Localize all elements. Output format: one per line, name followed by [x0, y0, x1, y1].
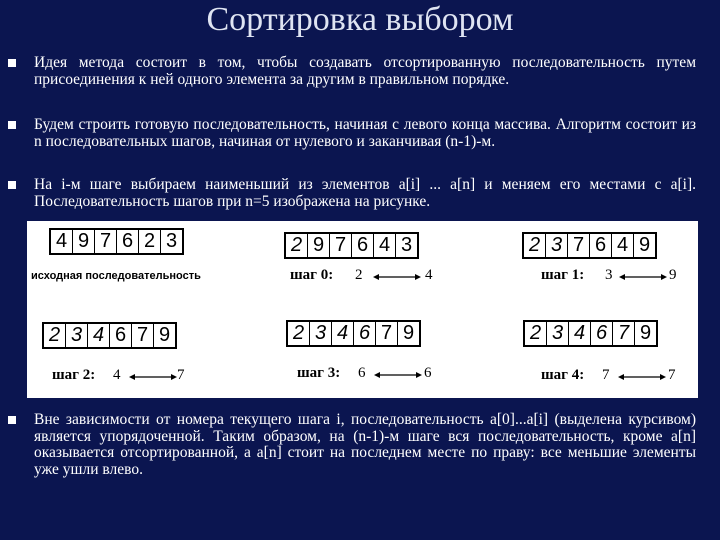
array-cell: 2	[288, 322, 310, 345]
initial-array	[49, 228, 184, 255]
array-cell: 3	[310, 322, 332, 345]
bullet-3-text: На i-м шаге выбираем наименьший из элементов a[i] ... a[n] и меняем его местами с a[i]. Последовательность шагов при n=5 изображена на рисунке.	[34, 176, 696, 210]
array-cell: 9	[73, 230, 95, 253]
step-4-to: 7	[668, 367, 676, 383]
swap-arrow-icon	[373, 272, 421, 282]
array-cell: 2	[44, 324, 66, 347]
array-cell: 2	[524, 234, 546, 257]
bullet-2	[34, 117, 696, 150]
array-cell: 3	[66, 324, 88, 347]
step-0-to: 4	[425, 267, 433, 283]
bullet-marker	[8, 416, 16, 424]
array-cell: 4	[374, 234, 396, 257]
array-cell: 6	[354, 322, 376, 345]
selection-sort-figure	[27, 221, 698, 398]
array-cell: 7	[568, 234, 590, 257]
array-cell: 9	[638, 234, 651, 256]
array-cell: 7	[376, 322, 398, 345]
step-4-array	[523, 320, 658, 347]
step-0-from: 2	[355, 267, 363, 283]
step-2-to: 7	[177, 367, 185, 383]
array-cell: 7	[613, 322, 635, 345]
step-0-label: шаг 0:	[290, 267, 334, 283]
array-cell: 4	[332, 322, 354, 345]
step-2-label: шаг 2:	[52, 367, 96, 383]
step-3-from: 6	[358, 365, 366, 381]
array-cell: 6	[591, 322, 613, 345]
array-cell: 7	[132, 324, 154, 347]
swap-arrow-icon	[619, 272, 667, 282]
step-0-array	[284, 232, 419, 259]
array-cell: 9	[158, 324, 171, 346]
array-cell: 3	[165, 230, 178, 252]
step-2-array	[42, 322, 177, 349]
step-1-array	[522, 232, 657, 259]
step-3-to: 6	[424, 365, 432, 381]
step-2-from: 4	[113, 367, 121, 383]
array-cell: 4	[51, 230, 73, 253]
step-1-to: 9	[669, 267, 677, 283]
array-cell: 6	[110, 324, 132, 347]
bullet-2-text: Будем строить готовую последовательность, начиная с левого конца массива. Алгоритм состоит из n последовательных шагов, начиная от нулевого и заканчивая (n-1)-м.	[34, 116, 696, 150]
step-1-from: 3	[605, 267, 613, 283]
bullet-1-text: Идея метода состоит в том, чтобы создавать отсортированную последовательность путем присоединения к ней одного элемента за другим в правильном порядке.	[34, 54, 696, 88]
array-cell: 9	[402, 322, 415, 344]
array-cell: 4	[88, 324, 110, 347]
array-cell: 4	[569, 322, 591, 345]
array-cell: 3	[546, 234, 568, 257]
bullet-marker	[8, 181, 16, 189]
array-cell: 3	[400, 234, 413, 256]
bullet-4	[34, 412, 696, 478]
array-cell: 7	[95, 230, 117, 253]
array-cell: 2	[139, 230, 161, 253]
step-4-from: 7	[602, 367, 610, 383]
bullet-marker	[8, 121, 16, 129]
bullet-1	[34, 55, 696, 88]
array-cell: 2	[525, 322, 547, 345]
array-cell: 7	[330, 234, 352, 257]
bullet-marker	[8, 59, 16, 67]
slide-title: Сортировка выбором	[206, 1, 514, 38]
step-4-label: шаг 4:	[541, 367, 585, 383]
initial-caption: исходная последовательность	[31, 270, 201, 282]
array-cell: 6	[117, 230, 139, 253]
step-3-label: шаг 3:	[297, 365, 341, 381]
array-cell: 9	[639, 322, 652, 344]
array-cell: 3	[547, 322, 569, 345]
swap-arrow-icon	[374, 370, 422, 380]
array-cell: 9	[308, 234, 330, 257]
swap-arrow-icon	[618, 372, 666, 382]
bullet-4-text: Вне зависимости от номера текущего шага i, последовательность a[0]...a[i] (выделена курсивом) является упорядоченной. Таким образом, на (n-1)-м шаге вся последовательность, кроме a[n] оказывается отсортированной, а a[n] стоит на последнем месте по праву: все меньшие элементы уже ушли влево.	[34, 411, 696, 478]
array-cell: 6	[590, 234, 612, 257]
swap-arrow-icon	[129, 372, 177, 382]
array-cell: 2	[286, 234, 308, 257]
step-3-array	[286, 320, 421, 347]
step-1-label: шаг 1:	[541, 267, 585, 283]
array-cell: 6	[352, 234, 374, 257]
bullet-3	[34, 177, 696, 210]
array-cell: 4	[612, 234, 634, 257]
